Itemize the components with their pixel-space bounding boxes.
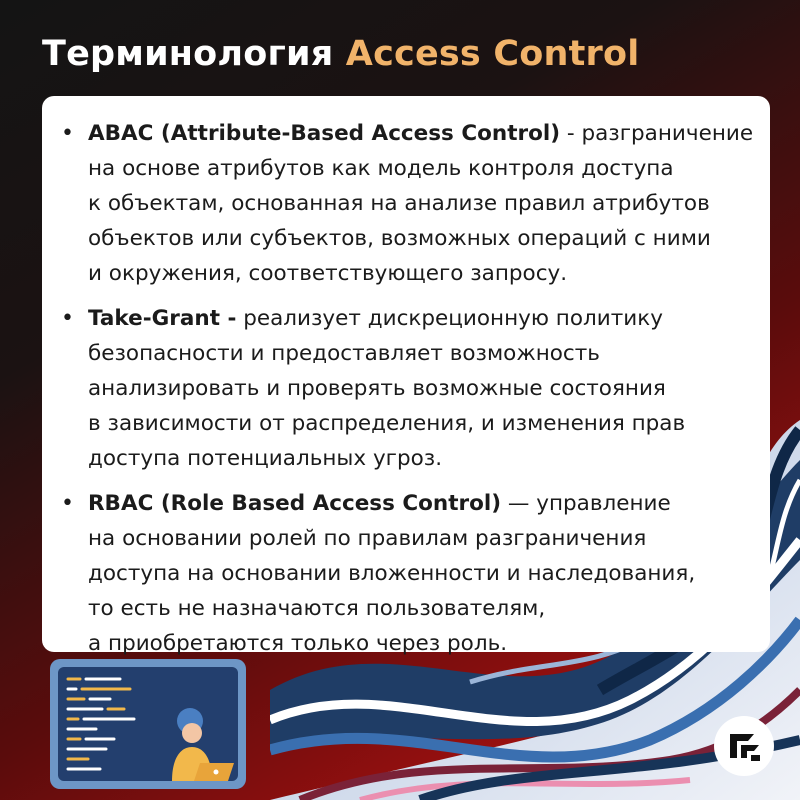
definition-line: в зависимости от распределения, и изменения прав (88, 411, 686, 436)
list-item-rbac (88, 486, 756, 661)
term-separator: — (501, 491, 537, 516)
term-label: ABAC (Attribute-Based Access Control) (88, 121, 561, 146)
title-prefix: Терминология (42, 34, 334, 74)
definition-line: безопасности и предоставляет возможность (88, 341, 600, 366)
definition-line: объектов или субъектов, возможных операций с ними (88, 226, 711, 251)
definition-line: реализует дискреционную политику (243, 306, 663, 331)
definition-line: к объектам, основанная на анализе правил атрибутов (88, 191, 710, 216)
title-accent: Access Control (345, 34, 640, 74)
content-card (42, 96, 770, 656)
page-title (42, 34, 639, 74)
definition-line: доступа на основании вложенности и наследования, (88, 561, 696, 586)
brand-logo-icon (714, 716, 774, 776)
definition-line: управление (536, 491, 671, 516)
definition-line: анализировать и проверять возможные состояния (88, 376, 666, 401)
definition-line: на основе атрибутов как модель контроля доступа (88, 156, 674, 181)
definition-line: на основании ролей по правилам разграничения (88, 526, 647, 551)
developer-at-laptop-illustration (50, 659, 246, 789)
list-item-abac (88, 116, 756, 291)
definition-line: разграничение (581, 121, 754, 146)
definition-line: доступа потенциальных угроз. (88, 446, 443, 471)
list-item-take-grant (88, 301, 756, 476)
term-label: Take-Grant - (88, 306, 237, 331)
definition-line: а приобретаются только через роль. (88, 631, 508, 656)
term-separator: - (560, 121, 582, 146)
term-label: RBAC (Role Based Access Control) (88, 491, 502, 516)
definition-line: то есть не назначаются пользователям, (88, 596, 546, 621)
definition-line: и окружения, соответствующего запросу. (88, 261, 568, 286)
